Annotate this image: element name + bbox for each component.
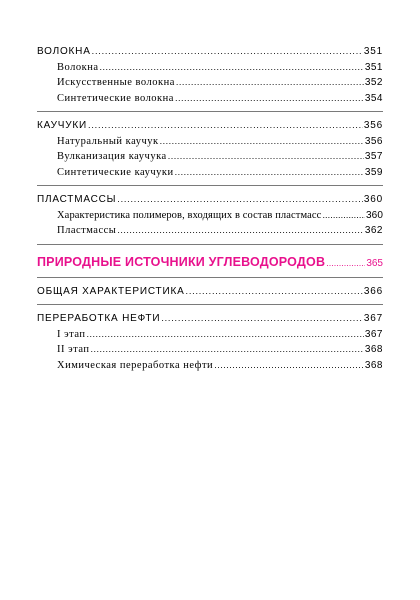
dot-leader	[117, 192, 363, 208]
toc-section-refining	[37, 311, 383, 378]
table-of-contents	[37, 44, 383, 384]
dot-leader	[90, 342, 363, 358]
toc-heading-rubbers[interactable]	[37, 118, 383, 134]
toc-entry-label: Вулканизация каучука	[57, 151, 167, 162]
toc-entry-label: Химическая переработка нефти	[57, 359, 214, 371]
toc-section-rubbers	[37, 118, 383, 186]
toc-page-number: 365	[366, 257, 383, 269]
toc-chapter-label: ПРИРОДНЫЕ ИСТОЧНИКИ УГЛЕВОДОРОДОВ	[37, 254, 326, 269]
toc-entry[interactable]	[37, 327, 383, 343]
toc-heading-refining[interactable]	[37, 311, 383, 327]
toc-entry-label: Характеристика полимеров, входящих в состав пластмасс	[57, 209, 322, 221]
dot-leader	[88, 118, 363, 134]
toc-entry[interactable]	[37, 149, 383, 165]
toc-entry-label: I этап	[57, 328, 86, 340]
dot-leader	[87, 327, 364, 343]
dot-leader	[117, 223, 363, 239]
toc-section-general	[37, 284, 383, 306]
toc-entry[interactable]	[37, 342, 383, 358]
toc-entry-label: Волокна	[57, 61, 99, 73]
dot-leader	[186, 284, 363, 300]
toc-page-number: 360	[363, 194, 383, 205]
toc-heading-general[interactable]	[37, 284, 383, 300]
toc-heading-label: ПЕРЕРАБОТКА НЕФТИ	[37, 313, 161, 324]
dot-leader	[161, 311, 363, 327]
toc-section-plastics	[37, 192, 383, 245]
toc-page-number: 366	[363, 285, 383, 297]
dot-leader	[175, 165, 364, 181]
toc-entry[interactable]	[37, 208, 383, 224]
toc-page-number: 359	[364, 166, 383, 178]
toc-page-number: 352	[364, 77, 383, 88]
toc-chapter-natural-sources[interactable]	[37, 251, 383, 278]
toc-entry[interactable]	[37, 358, 383, 374]
dot-leader	[175, 91, 364, 107]
dot-leader	[100, 60, 364, 76]
toc-entry-label: II этап	[57, 344, 90, 355]
dot-leader	[214, 358, 364, 374]
dot-leader	[176, 75, 364, 91]
toc-entry-label: Искусственные волокна	[57, 77, 175, 88]
toc-page-number: 367	[363, 313, 383, 324]
toc-entry[interactable]	[37, 75, 383, 91]
dot-leader	[326, 252, 365, 274]
toc-entry[interactable]	[37, 134, 383, 150]
toc-page-number: 362	[364, 225, 383, 236]
toc-page-number: 367	[364, 328, 383, 340]
toc-heading-label: ПЛАСТМАССЫ	[37, 194, 117, 205]
toc-entry-label: Пластмассы	[57, 225, 117, 236]
toc-entry[interactable]	[37, 223, 383, 239]
dot-leader	[92, 44, 363, 60]
dot-leader	[322, 208, 365, 224]
toc-heading-label: ОБЩАЯ ХАРАКТЕРИСТИКА	[37, 285, 185, 297]
toc-page-number: 360	[366, 209, 383, 221]
dot-leader	[168, 149, 364, 165]
toc-heading-label: ВОЛОКНА	[37, 46, 91, 57]
toc-entry[interactable]	[37, 165, 383, 181]
toc-page-number: 368	[364, 359, 383, 371]
toc-page-number: 351	[363, 46, 383, 57]
toc-page-number: 368	[364, 344, 383, 355]
toc-page-number: 356	[364, 135, 383, 147]
toc-entry-label: Натуральный каучук	[57, 135, 159, 147]
toc-heading-label: КАУЧУКИ	[37, 120, 88, 131]
toc-page-number: 351	[364, 61, 383, 73]
toc-entry[interactable]	[37, 91, 383, 107]
toc-page-number: 356	[363, 120, 383, 131]
toc-page-number: 354	[364, 92, 383, 104]
toc-entry-label: Синтетические каучуки	[57, 166, 174, 178]
toc-heading-fibers[interactable]	[37, 44, 383, 60]
toc-entry-label: Синтетические волокна	[57, 92, 174, 104]
toc-heading-plastics[interactable]	[37, 192, 383, 208]
toc-entry[interactable]	[37, 60, 383, 76]
toc-page-number: 357	[364, 151, 383, 162]
dot-leader	[160, 134, 364, 150]
toc-section-fibers	[37, 44, 383, 112]
